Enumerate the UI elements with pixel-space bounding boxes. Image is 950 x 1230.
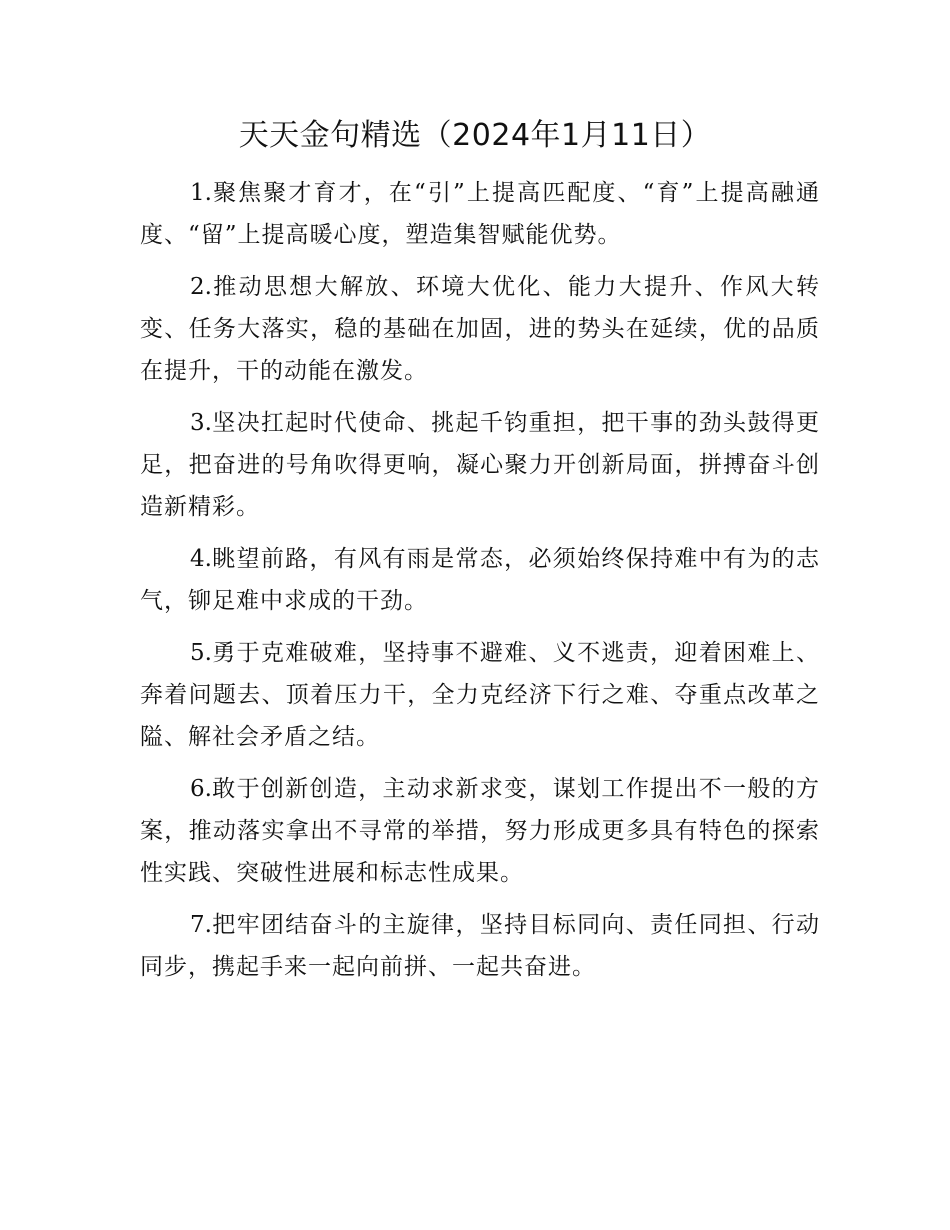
quote-paragraph-4 [140, 538, 820, 622]
quote-paragraph-7 [140, 904, 820, 988]
quote-text: 把牢团结奋斗的主旋律，坚持目标同向、责任同担、行动同步，携起手来一起向前拼、一起共奋进。 [140, 912, 820, 980]
quote-number: 4. [190, 546, 212, 572]
quote-number: 1. [190, 180, 212, 206]
quote-paragraph-6 [140, 768, 820, 894]
quote-paragraph-1 [140, 172, 820, 256]
quote-paragraph-5 [140, 632, 820, 758]
quote-list [140, 172, 820, 998]
quote-number: 7. [190, 912, 212, 938]
quote-paragraph-2 [140, 266, 820, 392]
quote-paragraph-3 [140, 402, 820, 528]
quote-number: 6. [190, 776, 212, 802]
quote-number: 5. [190, 640, 212, 666]
page-title: 天天金句精选（2024年1月11日） [238, 118, 712, 153]
quote-text: 眺望前路，有风有雨是常态，必须始终保持难中有为的志气，铆足难中求成的干劲。 [140, 546, 820, 614]
quote-text: 推动思想大解放、环境大优化、能力大提升、作风大转变、任务大落实，稳的基础在加固，进的势头在延续，优的品质在提升，干的动能在激发。 [140, 274, 820, 384]
quote-number: 3. [190, 410, 212, 436]
quote-number: 2. [190, 274, 212, 300]
quote-text: 敢于创新创造，主动求新求变，谋划工作提出不一般的方案，推动落实拿出不寻常的举措，努力形成更多具有特色的探索性实践、突破性进展和标志性成果。 [140, 776, 820, 886]
quote-text: 坚决扛起时代使命、挑起千钧重担，把干事的劲头鼓得更足，把奋进的号角吹得更响，凝心聚力开创新局面，拼搏奋斗创造新精彩。 [140, 410, 820, 520]
quote-text: 勇于克难破难，坚持事不避难、义不逃责，迎着困难上、奔着问题去、顶着压力干，全力克经济下行之难、夺重点改革之隘、解社会矛盾之结。 [140, 640, 820, 750]
quote-text: 聚焦聚才育才，在“引”上提高匹配度、“育”上提高融通度、“留”上提高暖心度，塑造集智赋能优势。 [140, 180, 820, 248]
